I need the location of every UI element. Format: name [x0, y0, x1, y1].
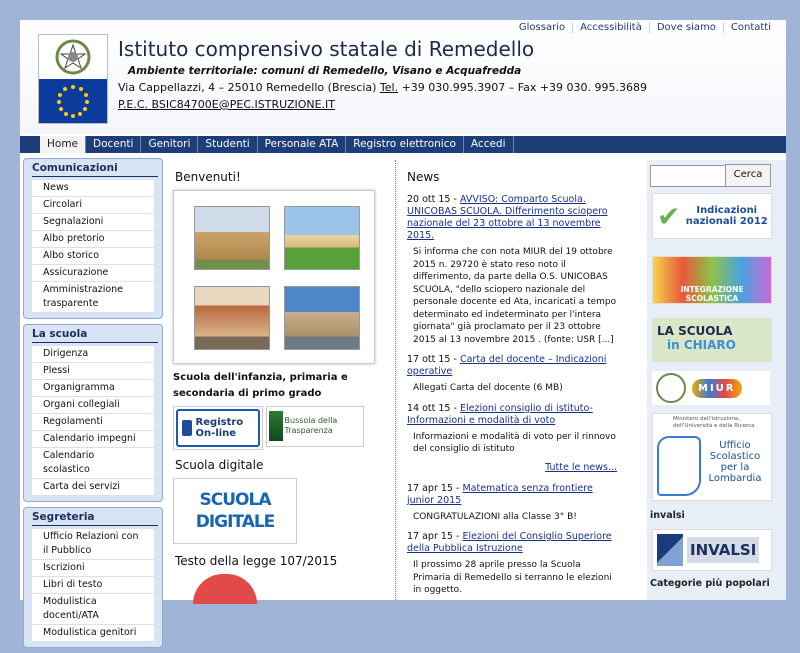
- school-photo[interactable]: [284, 206, 360, 270]
- sidebar-item-iscrizioni[interactable]: Iscrizioni: [32, 560, 154, 577]
- legge-107-logo[interactable]: [193, 574, 257, 604]
- top-links: [512, 22, 778, 33]
- sidebar-item-amministrazione-trasparente[interactable]: Amministrazione trasparente: [32, 282, 154, 313]
- scuola-digitale-heading: Scuola digitale: [175, 458, 264, 472]
- republic-emblem-icon: [39, 35, 107, 79]
- nav-genitori[interactable]: Genitori: [141, 136, 198, 153]
- welcome-heading: Benvenuti!: [175, 170, 241, 184]
- checkmark-icon: ✔: [657, 199, 681, 233]
- address: [118, 81, 647, 94]
- news-body: Allegati Carta del docente (6 MB): [413, 383, 563, 393]
- phone-numbers: +39 030.995.3907 – Fax +39 030. 995.3689: [401, 81, 648, 94]
- nav-studenti[interactable]: Studenti: [198, 136, 257, 153]
- all-news-link[interactable]: Tutte le news...: [545, 461, 617, 473]
- news-link[interactable]: Matematica senza frontiere junior 2015: [407, 482, 593, 506]
- sidebar-item-libri-di-testo[interactable]: Libri di testo: [32, 577, 154, 594]
- news-link[interactable]: Carta del docente – Indicazioni operative: [407, 354, 607, 377]
- popular-categories-heading: Categorie più popolari: [650, 578, 770, 589]
- sidebar-item-circolari[interactable]: Circolari: [32, 197, 154, 214]
- republic-emblem-icon: [656, 373, 686, 403]
- menu-title: La scuola: [32, 328, 158, 343]
- sidebar-item-assicurazione[interactable]: Assicurazione: [32, 265, 154, 282]
- sidebar-item-albo-pretorio[interactable]: Albo pretorio: [32, 231, 154, 248]
- menu-la-scuola: [23, 324, 163, 502]
- search-input[interactable]: [650, 165, 726, 187]
- page-subtitle: Ambiente territoriale: comuni di Remedello, Visano e Acquafredda: [128, 65, 522, 77]
- left-sidebar: [23, 158, 163, 653]
- menu-title: Comunicazioni: [32, 162, 158, 177]
- integrazione-scolastica-banner[interactable]: INTEGRAZIONE SCOLASTICA: [652, 256, 772, 304]
- sidebar-item-modulistica-docenti[interactable]: Modulistica docenti/ATA: [32, 594, 154, 625]
- sidebar-item-carta-dei-servizi[interactable]: Carta dei servizi: [32, 479, 154, 496]
- indicazioni-nazionali-banner[interactable]: ✔ Indicazioni nazionali 2012: [652, 193, 772, 239]
- toplink-contatti[interactable]: Contatti: [723, 22, 778, 33]
- menu-segreteria: [23, 507, 163, 648]
- invalsi-heading: invalsi: [650, 510, 685, 521]
- pec-address[interactable]: P.E.C. BSIC84700E@PEC.ISTRUZIONE.IT: [118, 98, 336, 111]
- page: [20, 20, 786, 638]
- scuola-in-chiaro-banner[interactable]: LA SCUOLA in CHIARO: [652, 318, 772, 362]
- news-body: Il prossimo 28 aprile presso la Scuola Primaria di Remedello si terranno le elezioni in oggetto.: [413, 560, 612, 595]
- main-nav: [20, 136, 786, 153]
- news-body: Si informa che con nota MIUR del 19 ottobre 2015 n. 29720 è stato reso noto il differimento, da parte della O.S. UNICOBAS SCUOLA, "dello sciopero nazionale del personale docente ed Ata, incaricati a tempo determinato ed indeterminato per l'intera giornata" già proclamato per il 23 ottobre 2015 al 13 novembre 2015 . (fonte: USR [...]: [413, 247, 617, 345]
- news-body: Informazioni e modalità di voto per il rinnovo del consiglio di istituto: [413, 431, 616, 454]
- main-column: [173, 170, 398, 604]
- page-title: Istituto comprensivo statale di Remedello: [118, 37, 535, 61]
- right-sidebar: [647, 160, 786, 600]
- toplink-glossario[interactable]: Glossario: [518, 22, 566, 33]
- legge-107-heading: Testo della legge 107/2015: [175, 554, 338, 568]
- nav-accedi[interactable]: Accedi: [464, 136, 514, 153]
- sidebar-item-albo-storico[interactable]: Albo storico: [32, 248, 154, 265]
- school-emblem: [38, 34, 108, 124]
- scuola-digitale-banner[interactable]: SCUOLA DIGITALE: [173, 478, 297, 544]
- sidebar-item-regolamenti[interactable]: Regolamenti: [32, 414, 154, 431]
- search-button[interactable]: Cerca: [725, 164, 771, 187]
- sidebar-item-dirigenza[interactable]: Dirigenza: [32, 346, 154, 363]
- nav-home[interactable]: Home: [40, 136, 86, 153]
- school-photo[interactable]: [284, 286, 360, 350]
- news-item: 17 apr 15 - Elezioni del Consiglio Superiore della Pubblica Istruzione Il prossimo 28 aprile presso la Scuola Primaria di Remedello si terranno le elezioni in oggetto.: [407, 531, 617, 597]
- header: [20, 20, 786, 134]
- compass-icon: [269, 411, 282, 441]
- toplink-accessibilita[interactable]: Accessibilità: [572, 22, 649, 33]
- sidebar-item-calendario-impegni[interactable]: Calendario impegni: [32, 431, 154, 448]
- news-item: 20 ott 15 - AVVISO: Comparto Scuola. UNICOBAS SCUOLA. Differimento sciopero nazionale del 23 ottobre al 13 novembre 2015. Si informa che con nota MIUR del 19 ottobre 2015 n. 29720 è stato reso noto il differimento, da parte della O.S. UNICOBAS SCUOLA, "dello sciopero nazionale del personale docente ed Ata, incaricati a tempo determinato ed indeterminato per l'intera giornata" già proclamato per il 23 ottobre 2015 al 13 novembre 2015 . (fonte: USR [...]: [407, 194, 617, 345]
- lombardia-map-icon: [657, 436, 701, 496]
- news-column: [407, 170, 617, 605]
- news-link[interactable]: AVVISO: Comparto Scuola. UNICOBAS SCUOLA. Differimento sciopero nazionale del 23 ottobre al 13 novembre 2015.: [407, 194, 608, 241]
- nav-registro-elettronico[interactable]: Registro elettronico: [346, 136, 464, 153]
- sidebar-item-organi-collegiali[interactable]: Organi collegiali: [32, 397, 154, 414]
- news-heading: News: [407, 170, 440, 184]
- news-item: 14 ott 15 - Elezioni consiglio di istituto-Informazioni e modalità di voto Informazioni e modalità di voto per il rinnovo del consiglio di istituto: [407, 402, 616, 454]
- news-item: 17 apr 15 - Matematica senza frontiere junior 2015 CONGRATULAZIONI alla Classe 3° B!: [407, 483, 617, 524]
- schools-label: Scuola dell'infanzia, primaria e secondaria di primo grado: [173, 372, 348, 399]
- usr-lombardia-banner[interactable]: Ministero dell'Istruzione, dell'Università e della Ricerca Ufficio Scolastico per la Lombardia: [652, 413, 772, 501]
- column-divider: [395, 160, 396, 600]
- news-link[interactable]: Elezioni consiglio di istituto-Informazioni e modalità di voto: [407, 402, 593, 426]
- school-photo[interactable]: [194, 286, 270, 350]
- sidebar-item-modulistica-genitori[interactable]: Modulistica genitori: [32, 625, 154, 642]
- registro-icon: [182, 420, 192, 436]
- invalsi-logo-icon: [657, 534, 683, 566]
- school-photos: [173, 190, 375, 364]
- sidebar-item-plessi[interactable]: Plessi: [32, 363, 154, 380]
- nav-personale-ata[interactable]: Personale ATA: [258, 136, 347, 153]
- invalsi-banner[interactable]: INVALSI: [652, 529, 772, 571]
- sidebar-item-organigramma[interactable]: Organigramma: [32, 380, 154, 397]
- tel-link[interactable]: Tel.: [379, 81, 399, 94]
- sidebar-item-segnalazioni[interactable]: Segnalazioni: [32, 214, 154, 231]
- registro-online-banner[interactable]: Registro On-line: [173, 406, 263, 450]
- news-link[interactable]: Elezioni del Consiglio Superiore della Pubblica Istruzione: [407, 531, 612, 554]
- sidebar-item-news[interactable]: News: [32, 180, 154, 197]
- school-photo[interactable]: [194, 206, 270, 270]
- menu-title: Segreteria: [32, 511, 158, 526]
- news-body: CONGRATULAZIONI alla Classe 3° B!: [413, 511, 577, 522]
- menu-comunicazioni: [23, 158, 163, 319]
- sidebar-item-urp[interactable]: Ufficio Relazioni con il Pubblico: [32, 529, 154, 560]
- sidebar-item-calendario-scolastico[interactable]: Calendario scolastico: [32, 448, 154, 479]
- miur-banner[interactable]: MIUR: [652, 371, 770, 405]
- news-item: 17 ott 15 - Carta del docente – Indicazioni operative Allegati Carta del docente (6 MB): [407, 354, 617, 395]
- nav-docenti[interactable]: Docenti: [86, 136, 141, 153]
- eu-flag-icon: [39, 79, 107, 123]
- address-text: Via Cappellazzi, 4 – 25010 Remedello (Brescia): [118, 81, 377, 94]
- toplink-dove-siamo[interactable]: Dove siamo: [649, 22, 723, 33]
- bussola-trasparenza-banner[interactable]: Bussola della Trasparenza: [266, 406, 364, 447]
